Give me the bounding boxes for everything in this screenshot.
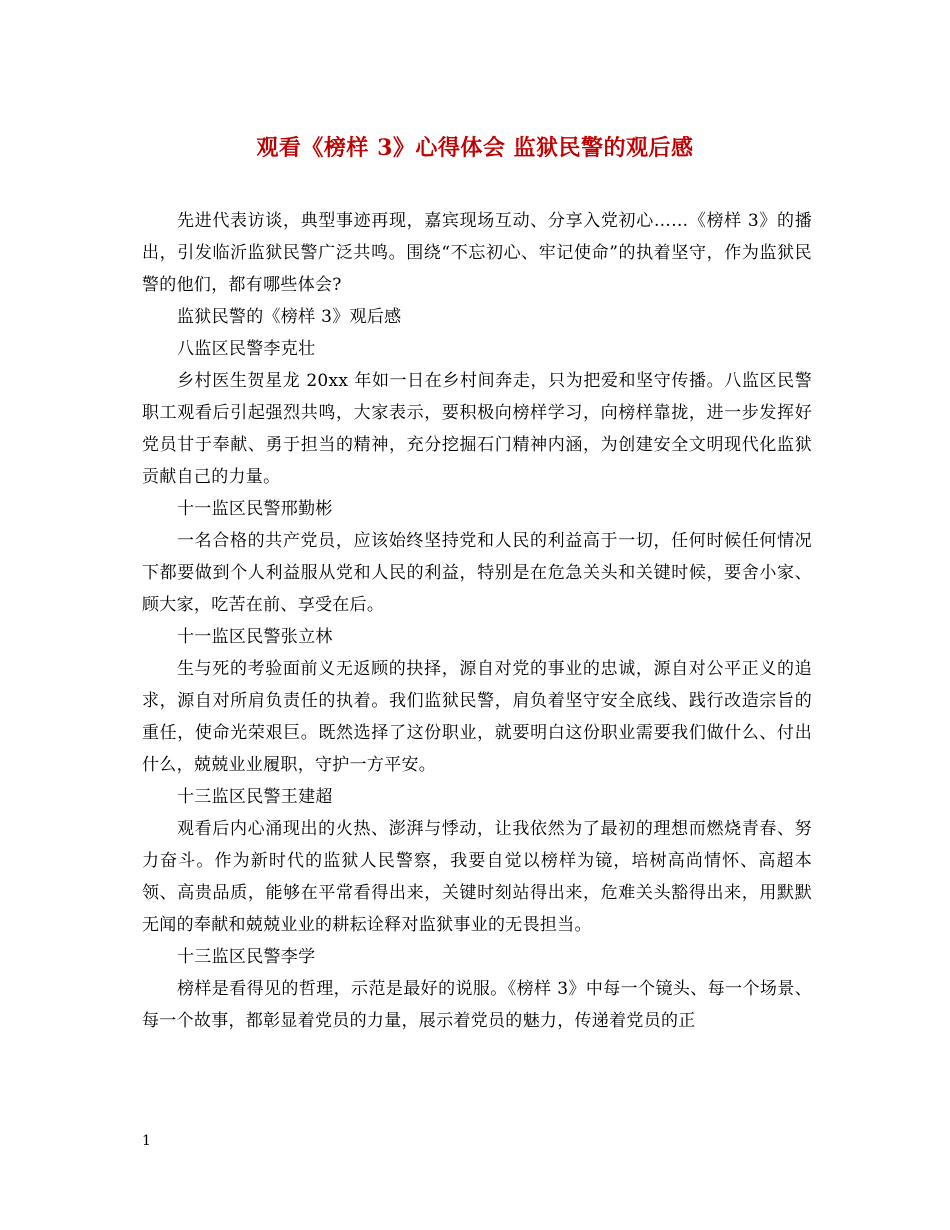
paragraph-li-xue: 榜样是看得见的哲理，示范是最好的说服。《榜样 3》中每一个镜头、每一个场景、每一个故事，都彰显着党员的力量，展示着党员的魅力，传递着党员的正 [142, 979, 812, 1031]
author-line-li-kezhuang: 八监区民警李克壮 [177, 339, 316, 359]
page-number: 1 [142, 1133, 151, 1149]
author-line-wang-jianchao: 十三监区民警王建超 [177, 787, 333, 807]
author-line-li-xue: 十三监区民警李学 [177, 947, 316, 967]
paragraph-wang-jianchao: 观看后内心涌现出的火热、澎湃与悸动，让我依然为了最初的理想而燃烧青春、努力奋斗。作为新时代的监狱人民警察，我要自觉以榜样为镜，培树高尚情怀、高超本领、高贵品质，能够在平常看得出来，关键时刻站得出来，危难关头豁得出来，用默默无闻的奉献和兢兢业业的耕耘诠释对监狱事业的无畏担当。 [142, 819, 812, 935]
section-heading: 监狱民警的《榜样 3》观后感 [177, 307, 402, 327]
document-body [142, 205, 812, 1037]
author-line-zhang-lilin: 十一监区民警张立林 [177, 627, 333, 647]
document-title: 观看《榜样 3》心得体会 监狱民警的观后感 [256, 135, 694, 161]
paragraph-li-kezhuang: 乡村医生贺星龙 20xx 年如一日在乡村间奔走，只为把爱和坚守传播。八监区民警职工观看后引起强烈共鸣，大家表示，要积极向榜样学习，向榜样靠拢，进一步发挥好党员甘于奉献、勇于担当的精神，充分挖掘石门精神内涵，为创建安全文明现代化监狱贡献自己的力量。 [142, 371, 812, 487]
paragraph-zhang-lilin: 生与死的考验面前义无返顾的抉择，源自对党的事业的忠诚，源自对公平正义的追求，源自对所肩负责任的执着。我们监狱民警，肩负着坚守安全底线、践行改造宗旨的重任，使命光荣艰巨。既然选择了这份职业，就要明白这份职业需要我们做什么、付出什么，兢兢业业履职，守护一方平安。 [142, 659, 812, 775]
author-line-xing-qinbin: 十一监区民警邢勤彬 [177, 499, 333, 519]
paragraph-xing-qinbin: 一名合格的共产党员，应该始终坚持党和人民的利益高于一切，任何时候任何情况下都要做到个人利益服从党和人民的利益，特别是在危急关头和关键时候，要舍小家、顾大家，吃苦在前、享受在后。 [142, 531, 812, 615]
paragraph-intro: 先进代表访谈，典型事迹再现，嘉宾现场互动、分享入党初心……《榜样 3》的播出，引发临沂监狱民警广泛共鸣。围绕“不忘初心、牢记使命”的执着坚守，作为监狱民警的他们，都有哪些体会? [142, 211, 812, 295]
